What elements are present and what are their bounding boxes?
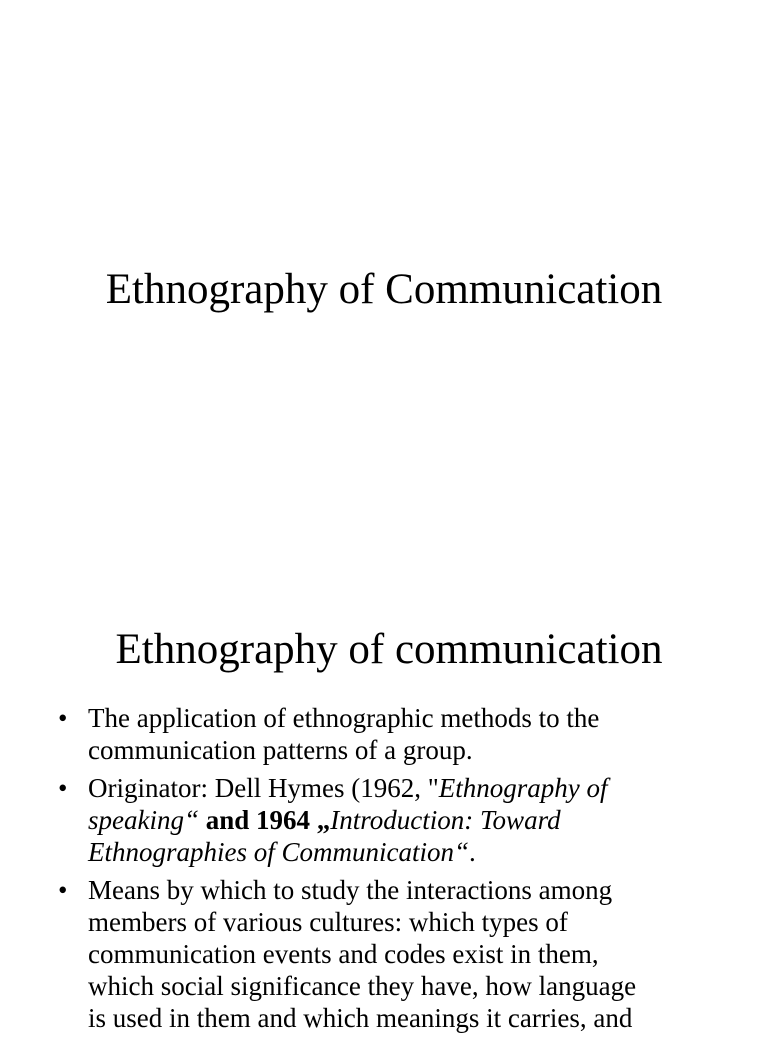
bullet-marker: • — [58, 703, 68, 733]
work-title-italic: Introduction: Toward — [330, 805, 561, 835]
bullet-text-line: is used in them and which meanings it carries, and — [88, 1003, 633, 1033]
bullet-text-line: The application of ethnographic methods to the — [88, 703, 600, 733]
work-title-italic: Ethnographies of Communication“ — [88, 837, 470, 867]
bullet-marker: • — [58, 773, 68, 803]
closing-punctuation: . — [469, 837, 476, 867]
bullet-text-line: members of various cultures: which types of — [88, 907, 568, 937]
bullet-list — [0, 702, 768, 1040]
originator-text: Originator: Dell Hymes (1962, " — [88, 773, 439, 803]
work-title-italic: Ethnography of — [438, 773, 608, 803]
bullet-marker: • — [58, 875, 68, 905]
bullet-text-line: which social significance they have, how language — [88, 971, 637, 1001]
bullet-text-line: communication events and codes exist in them, — [88, 939, 599, 969]
year-bold-text: and 1964 „ — [199, 805, 331, 835]
slide-1-title: Ethnography of Communication — [105, 266, 663, 313]
bullet-item-originator — [0, 772, 768, 868]
bullet-text-line: Means by which to study the interactions among — [88, 875, 613, 905]
bullet-item-means — [0, 874, 768, 1034]
bullet-text-line — [88, 804, 716, 836]
work-title-italic: speaking“ — [88, 805, 199, 835]
bullet-text-line — [88, 836, 716, 868]
bullet-text-line: communication patterns of a group. — [88, 735, 473, 765]
bullet-text-line — [88, 772, 716, 804]
slide-2-title: Ethnography of communication — [115, 626, 663, 673]
bullet-item-application — [0, 702, 768, 766]
